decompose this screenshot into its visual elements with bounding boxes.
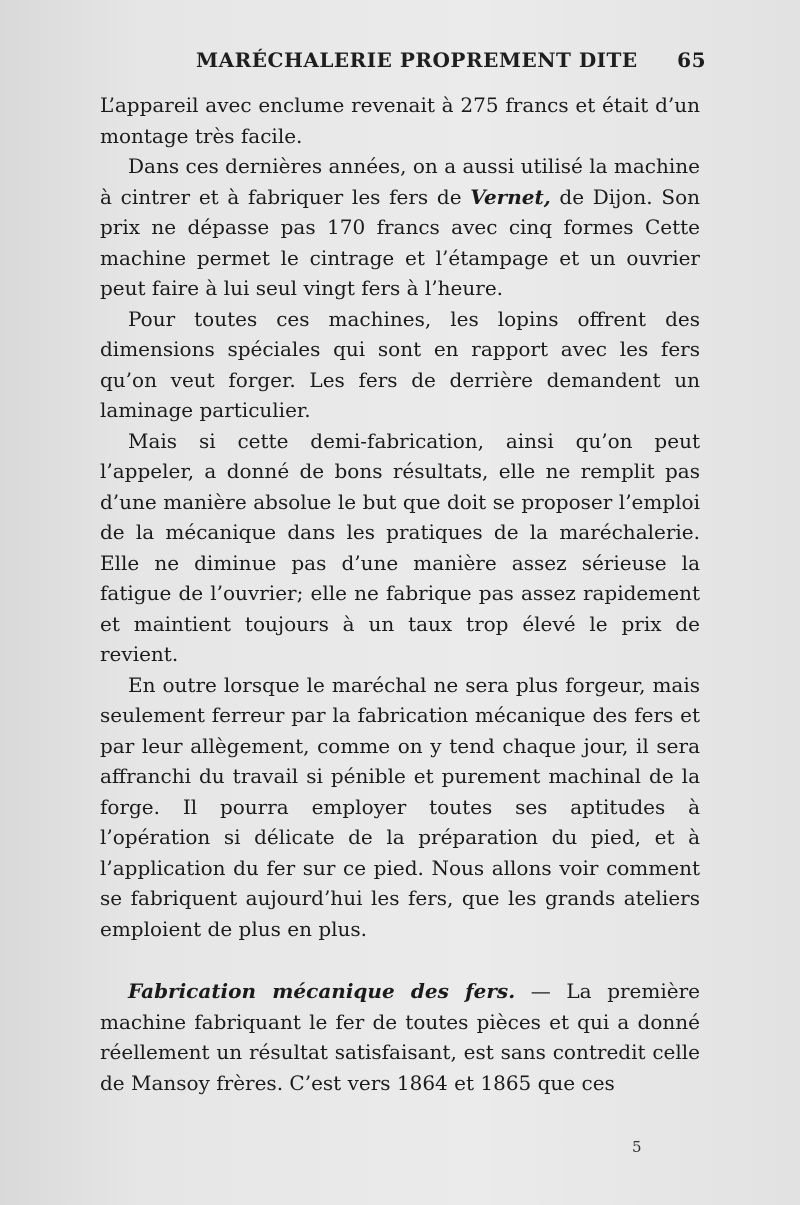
page-header <box>96 46 708 76</box>
signature-mark: 5 <box>632 1138 642 1156</box>
emphasized-name: Vernet, <box>470 184 551 209</box>
paragraph-text: de Dijon. Son prix ne dépasse pas 170 francs avec cinq formes Cette machine permet le cintrage et l’étampage et un ouvrier peut faire à lui seul vingt fers à l’heure. <box>100 184 700 300</box>
section-paragraph <box>100 976 700 1098</box>
paragraph: Mais si cette demi-fabrication, ainsi qu’on peut l’appeler, a donné de bons résultats, elle ne remplit pas d’une manière absolue le but que doit se proposer l’emploi de la mécanique dans les pratiques de la maréchalerie. Elle ne diminue pas d’une manière assez sérieuse la fatigue de l’ouvrier; elle ne fabrique pas assez rapidement et maintient toujours à un taux trop élevé le prix de revient. <box>100 428 700 666</box>
paragraph-text: Dans ces dernières années, on a aussi utilisé la machine à cintrer et à fabriquer les fers de <box>100 154 700 209</box>
paragraph: L’appareil avec enclume revenait à 275 francs et était d’un montage très facile. <box>100 93 700 148</box>
paragraph: Pour toutes ces machines, les lopins offrent des dimensions spéciales qui sont en rapport avec les fers qu’on veut forger. Les fers de derrière demandent un laminage particulier. <box>100 306 700 422</box>
section-heading: Fabrication mécanique des fers. <box>128 979 516 1003</box>
body-text <box>100 90 700 1098</box>
paragraph-text: — La première machine fabriquant le fer de toutes pièces et qui a donné réellement un résultat satisfaisant, est sans contredit celle de Mansoy frères. C’est vers 1864 et 1865 que ces <box>100 979 700 1095</box>
page-number: 65 <box>677 48 706 72</box>
paragraph <box>100 151 700 304</box>
paragraph: En outre lorsque le maréchal ne sera plus forgeur, mais seulement ferreur par la fabrication mécanique des fers et par leur allègement, comme on y tend chaque jour, il sera affranchi du travail si pénible et purement machinal de la forge. Il pourra employer toutes ses aptitudes à l’opération si délicate de la préparation du pied, et à l’application du fer sur ce pied. Nous allons voir comment se fabriquent aujourd’hui les fers, que les grands ateliers emploient de plus en plus. <box>100 672 700 941</box>
running-title: MARÉCHALERIE PROPREMENT DITE <box>196 48 638 72</box>
